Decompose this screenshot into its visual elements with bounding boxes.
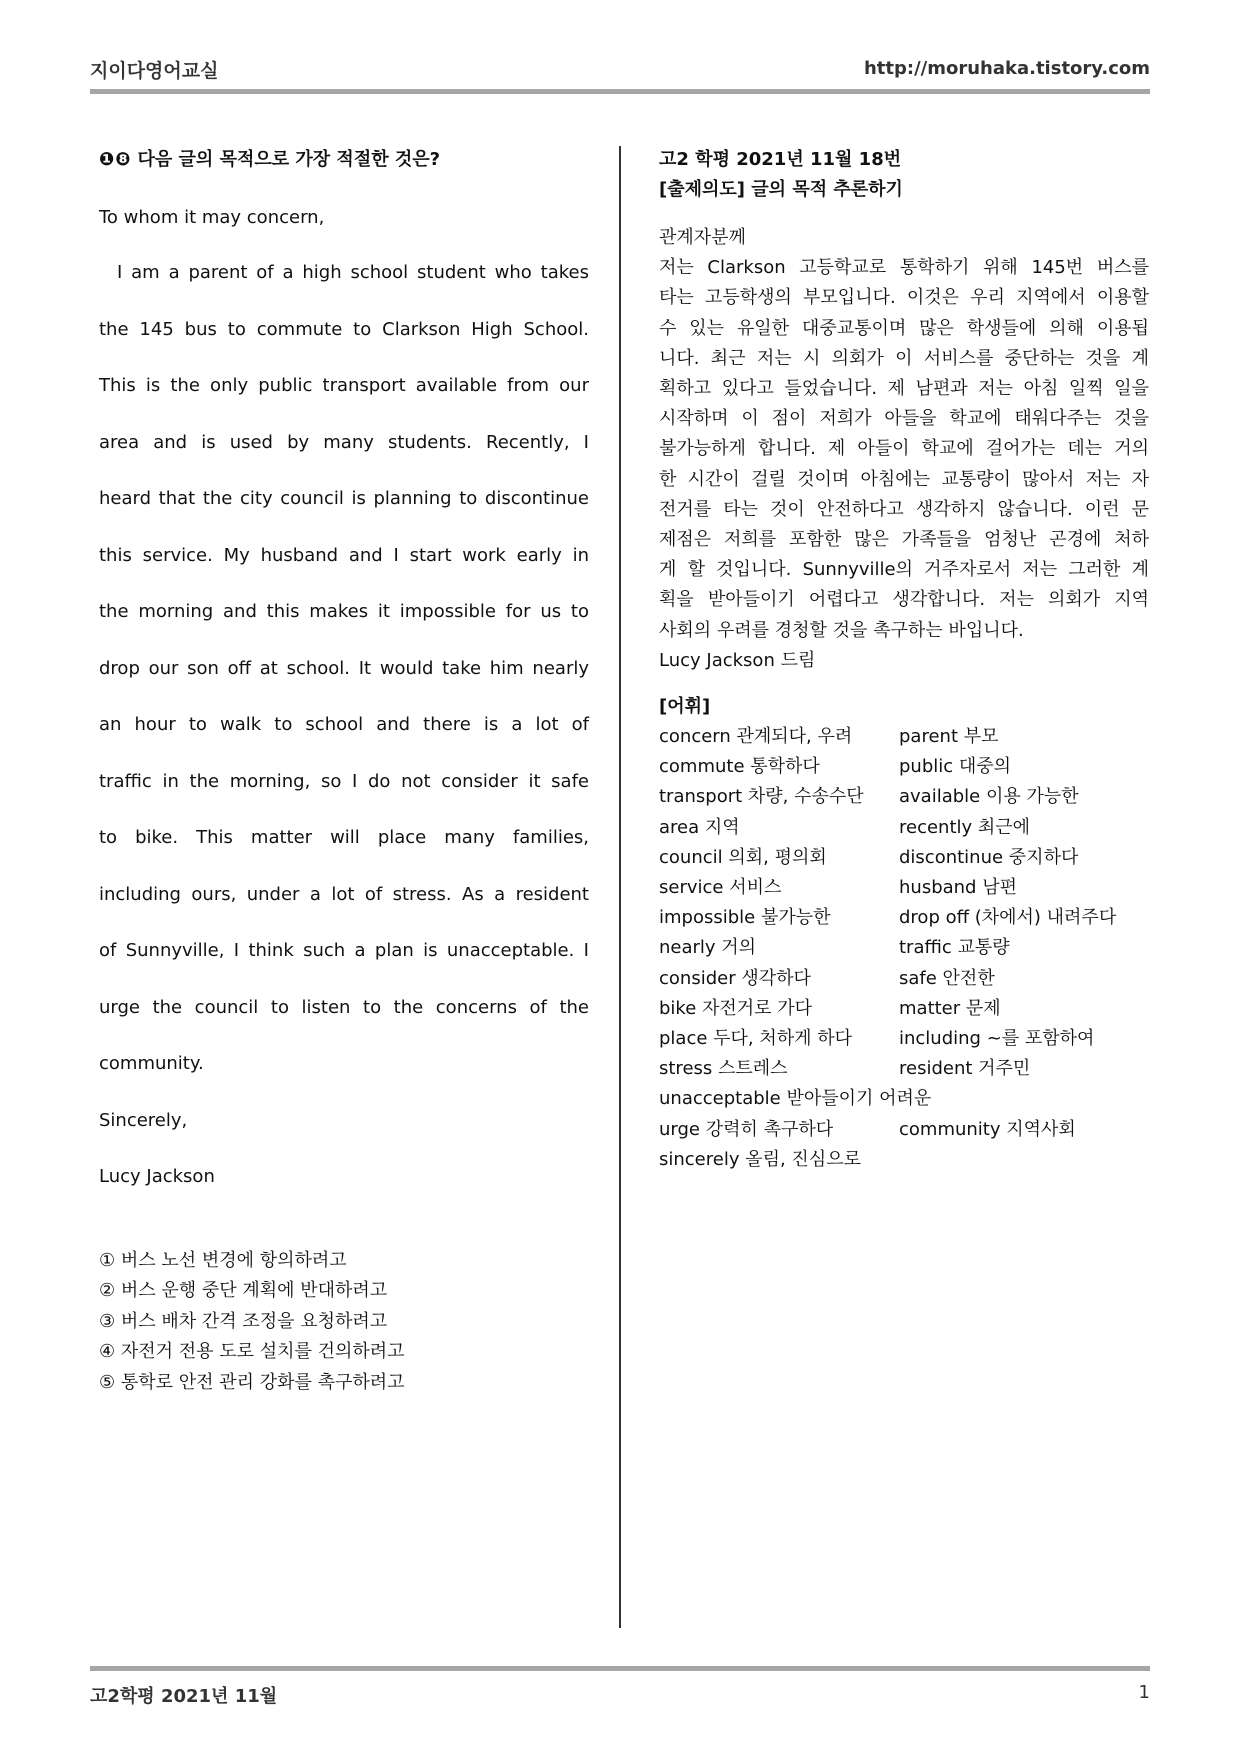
letter-passage [99, 245, 589, 1093]
translation-line: 게 할 것입니다. Sunnyville의 거주자로서 저는 그러한 계 [659, 559, 1149, 581]
vocab-title: [어휘] [659, 696, 711, 718]
translation-line: 타는 고등학생의 부모입니다. 이것은 우리 지역에서 이용할 [659, 287, 1149, 309]
translation-line: 불가능하게 합니다. 제 아들이 학교에 걸어가는 데는 거의 [659, 438, 1149, 460]
passage-line: to bike. This matter will place many families, [99, 827, 589, 848]
vocab-item: husband 남편 [899, 877, 1017, 899]
passage-line: an hour to walk to school and there is a lot of [99, 714, 589, 735]
vocab-row [659, 722, 1149, 752]
vocab-item: urge 강력히 촉구하다 [659, 1118, 834, 1140]
vocab-item: recently 최근에 [899, 816, 1031, 838]
passage-line: traffic in the morning, so I do not consider it safe [99, 770, 589, 792]
footer-rule [90, 1666, 1150, 1671]
answer-option-5[interactable]: ⑤ 통학로 안전 관리 강화를 촉구하려고 [99, 1371, 405, 1393]
translation-line: 획을 받아들이기 어렵다고 생각합니다. 저는 의회가 지역 [659, 589, 1149, 611]
vocab-row [659, 813, 1149, 843]
question-intent: [출제의도] 글의 목적 추론하기 [659, 179, 903, 200]
vocab-row [659, 1054, 1149, 1084]
translation-line: 니다. 최근 저는 시 의회가 이 서비스를 중단하는 것을 계 [659, 347, 1149, 369]
vocab-item: transport 차량, 수송수단 [659, 786, 864, 808]
vocab-row [659, 964, 1149, 994]
vocab-row [659, 903, 1149, 933]
translation-line: 획하고 있다고 들었습니다. 제 남편과 저는 아침 일찍 일을 [659, 378, 1149, 400]
question-prompt: 다음 글의 목적으로 가장 적절한 것은? [137, 149, 441, 170]
exam-title: 고2 학평 2021년 11월 18번 [659, 149, 902, 170]
answer-option-2[interactable]: ② 버스 운행 중단 계획에 반대하려고 [99, 1280, 388, 1301]
vocab-item: consider 생각하다 [659, 967, 811, 989]
passage-line: the morning and this makes it impossible for us to [99, 601, 589, 622]
vocab-item: including ~를 포함하여 [899, 1028, 1095, 1050]
vocab-row [659, 1115, 1149, 1145]
translation-greeting: 관계자분께 [659, 227, 746, 248]
passage-line: this service. My husband and I start work early in [99, 544, 589, 566]
vocab-item: nearly 거의 [659, 937, 757, 959]
translation [659, 223, 1149, 676]
vocab-item: place 두다, 처하게 하다 [659, 1028, 853, 1050]
question-number: ❶❽ [99, 149, 132, 170]
letter-closing: Sincerely, [99, 1109, 188, 1131]
vocab-item: available 이용 가능한 [899, 786, 1079, 808]
header-rule [90, 89, 1150, 94]
passage-line: including ours, under a lot of stress. As a resident [99, 883, 589, 905]
vocab-item: drop off (차에서) 내려주다 [899, 907, 1117, 929]
translation-line: 수 있는 유일한 대중교통이며 많은 학생들에 의해 이용됩 [659, 317, 1149, 339]
vocab-item: discontinue 중지하다 [899, 846, 1079, 868]
vocab-item: sincerely 올림, 진심으로 [659, 1148, 861, 1170]
letter-signature: Lucy Jackson [99, 1166, 215, 1187]
passage-line: This is the only public transport available from our [99, 375, 589, 396]
vocab-item: concern 관계되다, 우려 [659, 726, 853, 748]
vocab-item: unacceptable 받아들이기 어려운 [659, 1088, 932, 1110]
vocab-item: stress 스트레스 [659, 1058, 788, 1080]
column-divider [619, 146, 621, 1628]
footer-title: 고2학평 2021년 11월 [90, 1686, 278, 1707]
passage-line: drop our son off at school. It would take him nearly [99, 657, 589, 679]
answer-option-1[interactable]: ① 버스 노선 변경에 항의하려고 [99, 1249, 347, 1271]
answer-options [99, 1246, 589, 1399]
vocab-item [931, 1084, 1149, 1114]
vocab-item: matter 문제 [899, 997, 1001, 1019]
vocab-row [659, 933, 1149, 963]
vocab-item: public 대중의 [899, 756, 1012, 778]
letter-greeting: To whom it may concern, [99, 207, 325, 228]
vocab-item: traffic 교통량 [899, 937, 1010, 959]
passage-line: the 145 bus to commute to Clarkson High School. [99, 318, 589, 340]
vocab-item: safe 안전한 [899, 967, 995, 989]
translation-line: 한 시간이 걸릴 것이며 아침에는 교통량이 많아서 저는 자 [659, 468, 1149, 490]
vocab-item: council 의회, 평의회 [659, 846, 827, 868]
vocab-row [659, 873, 1149, 903]
answer-column [659, 145, 1149, 1175]
vocab-row [659, 752, 1149, 782]
vocab-item: commute 통학하다 [659, 756, 820, 778]
vocab-item: parent 부모 [899, 726, 999, 748]
passage-line: I am a parent of a high school student who takes [117, 262, 589, 283]
passage-line: of Sunnyville, I think such a plan is unacceptable. I [99, 940, 589, 961]
vocab-row [659, 782, 1149, 812]
passage-line: community. [99, 1053, 204, 1074]
translation-line: 제점은 저희를 포함한 많은 가족들을 엄청난 곤경에 처하 [659, 529, 1149, 551]
vocab-row [659, 1024, 1149, 1054]
vocab-item: community 지역사회 [899, 1118, 1076, 1140]
translation-signature: Lucy Jackson 드림 [659, 649, 816, 671]
vocab-row [659, 1145, 1149, 1175]
vocab-row [659, 1084, 1149, 1114]
vocab-row [659, 994, 1149, 1024]
translation-line: 사회의 우려를 경청할 것을 촉구하는 바입니다. [659, 619, 1024, 641]
vocab-item: resident 거주민 [899, 1058, 1031, 1080]
header-title: 지이다영어교실 [90, 60, 219, 82]
vocab-item [899, 1145, 1149, 1175]
passage-line: urge the council to listen to the concerns of the [99, 996, 589, 1018]
page-number: 1 [1138, 1682, 1150, 1703]
vocab-item: bike 자전거로 가다 [659, 997, 813, 1019]
passage-line: area and is used by many students. Recently, I [99, 431, 589, 453]
passage-line: heard that the city council is planning to discontinue [99, 488, 589, 509]
vocab-row [659, 843, 1149, 873]
translation-line: 저는 Clarkson 고등학교로 통학하기 위해 145번 버스를 [659, 257, 1149, 279]
question-column [99, 145, 589, 1398]
question-title [99, 145, 589, 175]
vocab-item: service 서비스 [659, 877, 782, 899]
answer-option-4[interactable]: ④ 자전거 전용 도로 설치를 건의하려고 [99, 1341, 405, 1362]
vocab-item: area 지역 [659, 816, 740, 838]
header-url[interactable]: http://moruhaka.tistory.com [863, 58, 1150, 79]
vocab-item: impossible 불가능한 [659, 907, 831, 929]
vocab-list [659, 722, 1149, 1175]
answer-option-3[interactable]: ③ 버스 배차 간격 조정을 요청하려고 [99, 1310, 388, 1332]
translation-line: 전거를 타는 것이 안전하다고 생각하지 않습니다. 이런 문 [659, 498, 1149, 520]
translation-line: 시작하며 이 점이 저희가 아들을 학교에 태워다주는 것을 [659, 408, 1149, 430]
